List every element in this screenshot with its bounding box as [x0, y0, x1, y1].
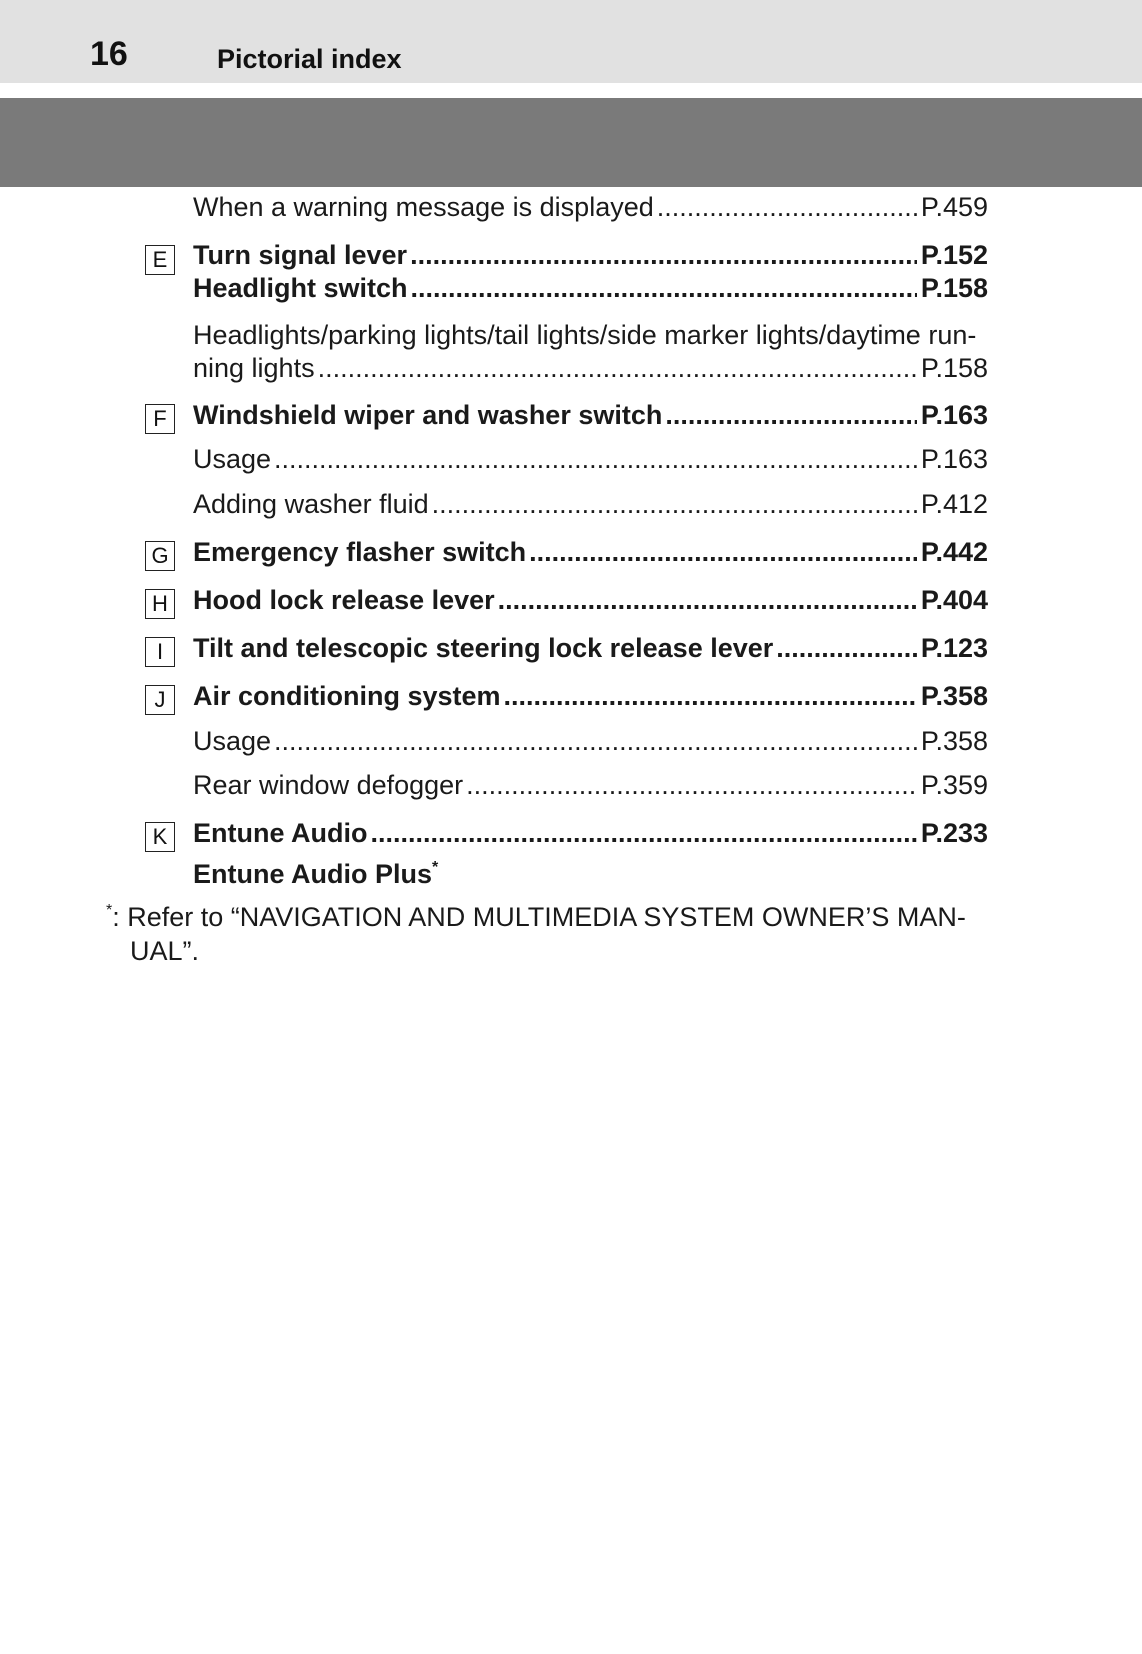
leader-dots — [657, 190, 917, 224]
index-entry-warning-message — [193, 190, 988, 224]
page-reference: P.442 — [920, 537, 988, 567]
page-reference: P.158 — [920, 273, 988, 303]
index-entry-headlight-switch — [193, 271, 988, 305]
index-subentry-wiper-usage — [193, 442, 988, 476]
page-reference: P.412 — [920, 489, 988, 519]
page-reference: P.359 — [920, 770, 988, 800]
footnote-mark: * — [106, 902, 113, 919]
index-subentry-headlights-line2 — [193, 351, 988, 385]
footnote-text-line1: : Refer to “NAVIGATION AND MULTIMEDIA SYSTEM OWNER’S MAN- — [112, 902, 966, 932]
entry-label: ning lights — [193, 353, 315, 383]
entry-label: Rear window defogger — [193, 770, 464, 800]
leader-dots — [411, 271, 917, 305]
page-reference: P.404 — [920, 585, 988, 615]
page-reference: P.163 — [920, 400, 988, 430]
page-reference: P.358 — [920, 681, 988, 711]
index-subentry-headlights-line1: Headlights/parking lights/tail lights/side marker lights/daytime run- — [193, 320, 977, 350]
callout-letter-h: H — [145, 589, 175, 619]
leader-dots — [410, 238, 917, 272]
index-entry-entune-audio — [193, 816, 988, 850]
leader-dots — [370, 816, 916, 850]
callout-letter-j: J — [145, 685, 175, 715]
callout-letter-g: G — [145, 541, 175, 571]
leader-dots — [504, 679, 917, 713]
entry-label: Windshield wiper and washer switch — [193, 400, 663, 430]
entry-label: Entune Audio — [193, 818, 368, 848]
leader-dots — [776, 631, 917, 665]
index-entry-air-conditioning — [193, 679, 988, 713]
section-title: Pictorial index — [217, 44, 402, 74]
entry-label: Air conditioning system — [193, 681, 501, 711]
entry-label: Emergency flasher switch — [193, 537, 527, 567]
leader-dots — [529, 535, 917, 569]
leader-dots — [274, 442, 917, 476]
index-entry-turn-signal-lever — [193, 238, 988, 272]
footnote — [106, 900, 1006, 968]
index-entry-wiper-washer-switch — [193, 398, 988, 432]
page-number: 16 — [90, 35, 128, 73]
footnote-text-line2: UAL”. — [130, 936, 200, 966]
index-entry-emergency-flasher — [193, 535, 988, 569]
leader-dots — [318, 351, 917, 385]
page-reference: P.358 — [920, 726, 988, 756]
header-band — [0, 98, 1142, 187]
entry-label: Turn signal lever — [193, 240, 408, 270]
page-reference: P.233 — [920, 818, 988, 848]
index-subentry-washer-fluid — [193, 487, 988, 521]
entry-label: Headlight switch — [193, 273, 408, 303]
entry-label: Tilt and telescopic steering lock release lever — [193, 633, 774, 663]
entry-label: When a warning message is displayed — [193, 192, 654, 222]
page-reference: P.152 — [920, 240, 988, 270]
leader-dots — [466, 768, 917, 802]
page-reference: P.158 — [920, 353, 988, 383]
page-reference: P.163 — [920, 444, 988, 474]
leader-dots — [274, 724, 917, 758]
leader-dots — [665, 398, 917, 432]
callout-letter-i: I — [145, 637, 175, 667]
leader-dots — [432, 487, 917, 521]
index-entry-entune-audio-plus — [193, 857, 438, 891]
leader-dots — [498, 583, 917, 617]
entry-label: Entune Audio Plus — [193, 859, 432, 889]
entry-label: Usage — [193, 726, 272, 756]
index-entry-tilt-telescopic — [193, 631, 988, 665]
callout-letter-e: E — [145, 245, 175, 275]
callout-letter-k: K — [145, 822, 175, 852]
index-subentry-ac-usage — [193, 724, 988, 758]
entry-label: Adding washer fluid — [193, 489, 429, 519]
index-entry-hood-lock — [193, 583, 988, 617]
page-reference: P.459 — [920, 192, 988, 222]
entry-label: Hood lock release lever — [193, 585, 495, 615]
page-header — [0, 0, 1142, 83]
entry-label: Usage — [193, 444, 272, 474]
index-subentry-rear-defogger — [193, 768, 988, 802]
callout-letter-f: F — [145, 404, 175, 434]
footnote-mark: * — [432, 859, 439, 876]
page-reference: P.123 — [920, 633, 988, 663]
